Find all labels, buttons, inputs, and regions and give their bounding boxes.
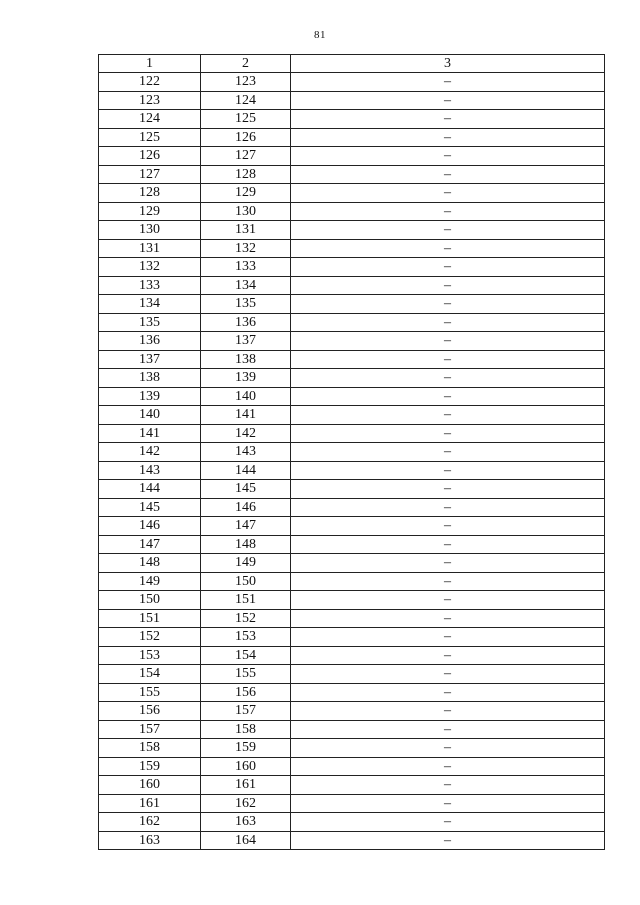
- table-row: [99, 91, 605, 110]
- table-cell-col2: 134: [201, 276, 291, 295]
- table-cell-col1: 133: [99, 276, 201, 295]
- table-row: [99, 258, 605, 277]
- table-cell-col1: 125: [99, 128, 201, 147]
- table-cell-col3: –: [291, 609, 605, 628]
- table-row: [99, 350, 605, 369]
- table-cell-col3: –: [291, 572, 605, 591]
- table-cell-col3: –: [291, 480, 605, 499]
- table-cell-col1: 160: [99, 776, 201, 795]
- table-row: [99, 73, 605, 92]
- column-header-3: 3: [291, 55, 605, 73]
- table-cell-col1: 134: [99, 295, 201, 314]
- table-cell-col3: –: [291, 683, 605, 702]
- table-cell-col2: 153: [201, 628, 291, 647]
- table-row: [99, 776, 605, 795]
- page-number: 81: [314, 29, 326, 41]
- table-cell-col1: 127: [99, 165, 201, 184]
- table-cell-col1: 138: [99, 369, 201, 388]
- table-row: [99, 498, 605, 517]
- table-cell-col2: 131: [201, 221, 291, 240]
- table-cell-col2: 152: [201, 609, 291, 628]
- table-row: [99, 554, 605, 573]
- table-cell-col2: 146: [201, 498, 291, 517]
- table-row: [99, 461, 605, 480]
- table-row: [99, 239, 605, 258]
- table-cell-col2: 144: [201, 461, 291, 480]
- table-row: [99, 387, 605, 406]
- table-cell-col3: –: [291, 776, 605, 795]
- table-row: [99, 110, 605, 129]
- column-header-2: 2: [201, 55, 291, 73]
- table-cell-col2: 129: [201, 184, 291, 203]
- table-cell-col3: –: [291, 517, 605, 536]
- table-row: [99, 221, 605, 240]
- table-cell-col1: 154: [99, 665, 201, 684]
- table-row: [99, 406, 605, 425]
- table-cell-col1: 129: [99, 202, 201, 221]
- table-cell-col3: –: [291, 720, 605, 739]
- data-table: [98, 54, 605, 850]
- table-cell-col3: –: [291, 276, 605, 295]
- table-cell-col2: 140: [201, 387, 291, 406]
- table-cell-col3: –: [291, 591, 605, 610]
- table-cell-col3: –: [291, 313, 605, 332]
- table-row: [99, 424, 605, 443]
- table-cell-col1: 151: [99, 609, 201, 628]
- table-cell-col1: 155: [99, 683, 201, 702]
- table-cell-col1: 124: [99, 110, 201, 129]
- table-row: [99, 831, 605, 850]
- table-cell-col3: –: [291, 831, 605, 850]
- table-row: [99, 665, 605, 684]
- table-row: [99, 757, 605, 776]
- table-cell-col2: 138: [201, 350, 291, 369]
- table-cell-col3: –: [291, 554, 605, 573]
- table-cell-col3: –: [291, 110, 605, 129]
- table-cell-col2: 157: [201, 702, 291, 721]
- table-cell-col1: 140: [99, 406, 201, 425]
- table-cell-col3: –: [291, 165, 605, 184]
- table-cell-col3: –: [291, 498, 605, 517]
- table-row: [99, 720, 605, 739]
- table-cell-col3: –: [291, 128, 605, 147]
- table-row: [99, 646, 605, 665]
- table-cell-col3: –: [291, 646, 605, 665]
- table-cell-col1: 159: [99, 757, 201, 776]
- table-cell-col3: –: [291, 757, 605, 776]
- table-row: [99, 276, 605, 295]
- table-row: [99, 517, 605, 536]
- table-cell-col3: –: [291, 369, 605, 388]
- table-cell-col3: –: [291, 202, 605, 221]
- table-cell-col2: 130: [201, 202, 291, 221]
- table-cell-col1: 132: [99, 258, 201, 277]
- table-cell-col2: 154: [201, 646, 291, 665]
- table-cell-col3: –: [291, 424, 605, 443]
- table-row: [99, 128, 605, 147]
- table-cell-col2: 164: [201, 831, 291, 850]
- table-cell-col1: 161: [99, 794, 201, 813]
- table-cell-col1: 152: [99, 628, 201, 647]
- table-cell-col3: –: [291, 628, 605, 647]
- column-header-1: 1: [99, 55, 201, 73]
- table-body: [99, 73, 605, 850]
- table-row: [99, 313, 605, 332]
- table-cell-col1: 128: [99, 184, 201, 203]
- table-cell-col1: 146: [99, 517, 201, 536]
- table-cell-col3: –: [291, 813, 605, 832]
- table-cell-col2: 143: [201, 443, 291, 462]
- table-cell-col2: 133: [201, 258, 291, 277]
- table-cell-col1: 136: [99, 332, 201, 351]
- table-cell-col3: –: [291, 350, 605, 369]
- table-cell-col2: 160: [201, 757, 291, 776]
- table-cell-col3: –: [291, 387, 605, 406]
- table-row: [99, 591, 605, 610]
- table-row: [99, 332, 605, 351]
- table-cell-col2: 123: [201, 73, 291, 92]
- table-cell-col3: –: [291, 702, 605, 721]
- table-cell-col2: 139: [201, 369, 291, 388]
- table-cell-col2: 158: [201, 720, 291, 739]
- table-row: [99, 794, 605, 813]
- table-row: [99, 147, 605, 166]
- table-cell-col3: –: [291, 221, 605, 240]
- table-cell-col2: 151: [201, 591, 291, 610]
- table-row: [99, 369, 605, 388]
- table-cell-col2: 135: [201, 295, 291, 314]
- table-cell-col2: 132: [201, 239, 291, 258]
- table-cell-col2: 125: [201, 110, 291, 129]
- table-cell-col2: 162: [201, 794, 291, 813]
- table-cell-col3: –: [291, 91, 605, 110]
- table-row: [99, 702, 605, 721]
- table-cell-col2: 145: [201, 480, 291, 499]
- table-row: [99, 295, 605, 314]
- table-cell-col2: 141: [201, 406, 291, 425]
- table-cell-col2: 137: [201, 332, 291, 351]
- table-row: [99, 628, 605, 647]
- table-row: [99, 535, 605, 554]
- table-cell-col1: 147: [99, 535, 201, 554]
- table-cell-col2: 124: [201, 91, 291, 110]
- table-cell-col1: 141: [99, 424, 201, 443]
- table-cell-col2: 156: [201, 683, 291, 702]
- table-cell-col1: 130: [99, 221, 201, 240]
- table-row: [99, 480, 605, 499]
- table-cell-col2: 128: [201, 165, 291, 184]
- table-row: [99, 443, 605, 462]
- table-cell-col2: 126: [201, 128, 291, 147]
- table-cell-col3: –: [291, 443, 605, 462]
- table-cell-col2: 142: [201, 424, 291, 443]
- table-cell-col1: 156: [99, 702, 201, 721]
- table-cell-col2: 155: [201, 665, 291, 684]
- table-cell-col3: –: [291, 239, 605, 258]
- table-row: [99, 165, 605, 184]
- table-cell-col3: –: [291, 535, 605, 554]
- table-cell-col2: 136: [201, 313, 291, 332]
- table-row: [99, 184, 605, 203]
- table-cell-col1: 142: [99, 443, 201, 462]
- table-cell-col3: –: [291, 406, 605, 425]
- table-row: [99, 572, 605, 591]
- table-row: [99, 609, 605, 628]
- table-cell-col1: 150: [99, 591, 201, 610]
- table-cell-col3: –: [291, 794, 605, 813]
- table-cell-col1: 126: [99, 147, 201, 166]
- table-cell-col3: –: [291, 258, 605, 277]
- table-cell-col2: 149: [201, 554, 291, 573]
- table-cell-col3: –: [291, 332, 605, 351]
- table-header-row: [99, 55, 605, 73]
- table-row: [99, 739, 605, 758]
- table-cell-col2: 148: [201, 535, 291, 554]
- table-cell-col2: 159: [201, 739, 291, 758]
- table-cell-col3: –: [291, 739, 605, 758]
- table-cell-col1: 135: [99, 313, 201, 332]
- table-cell-col1: 144: [99, 480, 201, 499]
- table-cell-col1: 149: [99, 572, 201, 591]
- table-row: [99, 813, 605, 832]
- table-cell-col1: 131: [99, 239, 201, 258]
- table-cell-col1: 139: [99, 387, 201, 406]
- table-cell-col3: –: [291, 184, 605, 203]
- table-cell-col1: 158: [99, 739, 201, 758]
- table-cell-col3: –: [291, 461, 605, 480]
- table-cell-col1: 143: [99, 461, 201, 480]
- table-cell-col2: 127: [201, 147, 291, 166]
- table-cell-col3: –: [291, 73, 605, 92]
- table-cell-col1: 145: [99, 498, 201, 517]
- table-cell-col1: 162: [99, 813, 201, 832]
- table-cell-col1: 153: [99, 646, 201, 665]
- table-cell-col1: 148: [99, 554, 201, 573]
- table-cell-col3: –: [291, 295, 605, 314]
- table-cell-col1: 163: [99, 831, 201, 850]
- table-cell-col2: 150: [201, 572, 291, 591]
- table-row: [99, 683, 605, 702]
- table-cell-col1: 123: [99, 91, 201, 110]
- table-cell-col2: 147: [201, 517, 291, 536]
- table-cell-col3: –: [291, 147, 605, 166]
- table-cell-col1: 122: [99, 73, 201, 92]
- table-cell-col2: 163: [201, 813, 291, 832]
- table-cell-col2: 161: [201, 776, 291, 795]
- table-cell-col1: 157: [99, 720, 201, 739]
- table-cell-col3: –: [291, 665, 605, 684]
- table-row: [99, 202, 605, 221]
- table-cell-col1: 137: [99, 350, 201, 369]
